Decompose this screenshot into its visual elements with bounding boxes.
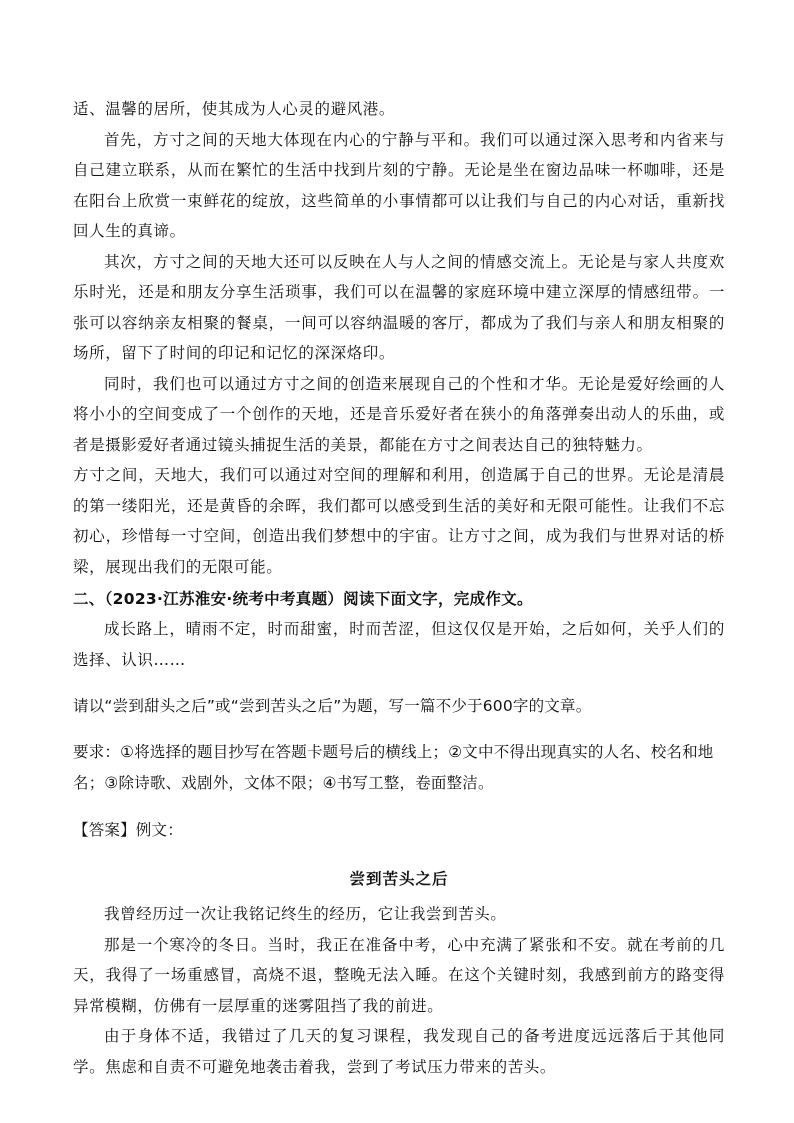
answer-label: 【答案】例文： bbox=[73, 820, 183, 839]
paragraph-conclusion: 方寸之间，天地大，我们可以通过对空间的理解和利用，创造属于自己的世界。无论是清晨的第一缕阳光，还是黄昏的余晖，我们都可以感受到生活的美好和无限可能性。让我们不忘初心，珍惜每一寸空间，创造出我们梦想中的宇宙。让方寸之间，成为我们与世界对话的桥梁，展现出我们的无限可能。 bbox=[73, 466, 725, 576]
essay-paragraph: 我曾经历过一次让我铭记终生的经历，它让我尝到苦头。 bbox=[104, 905, 507, 923]
paragraph-first: 首先，方寸之间的天地大体现在内心的宁静与平和。我们可以通过深入思考和内省来与自己建立联系，从而在繁忙的生活中找到片刻的宁静。无论是坐在窗边品味一杯咖啡，还是在阳台上欣赏一束鲜花的绽放，这些简单的小事情都可以让我们与自己的内心对话，重新找回人生的真谛。 bbox=[73, 130, 725, 240]
question-heading: 二、（2023·江苏淮安·统考中考真题）阅读下面文字，完成作文。 bbox=[73, 590, 533, 608]
paragraph-second: 其次，方寸之间的天地大还可以反映在人与人之间的情感交流上。无论是与家人共度欢乐时光，还是和朋友分享生活琐事，我们可以在温馨的家庭环境中建立深厚的情感纽带。一张可以容纳亲友相聚的餐桌，一间可以容纳温暖的客厅，都成为了我们与亲人和朋友相聚的场所，留下了时间的印记和记忆的深深烙印。 bbox=[73, 252, 725, 362]
prompt-text: 成长路上，晴雨不定，时而甜蜜，时而苦涩，但这仅仅是开始，之后如何，关乎人们的选择、认识…… bbox=[73, 620, 725, 669]
instruction-text: 请以“尝到甜头之后”或“尝到苦头之后”为题，写一篇不少于600字的文章。 bbox=[73, 696, 592, 715]
essay-title: 尝到苦头之后 bbox=[349, 869, 449, 888]
requirements-text: 要求：①将选择的题目抄写在答题卡题号后的横线上；②文中不得出现真实的人名、校名和地名；③除诗歌、戏剧外，文体不限；④书写工整，卷面整洁。 bbox=[73, 743, 714, 792]
document-page bbox=[73, 94, 725, 1082]
essay-paragraph: 由于身体不适，我错过了几天的复习课程，我发现自己的备考进度远远落后于其他同学。焦虑和自责不可避免地袭击着我，尝到了考试压力带来的苦头。 bbox=[73, 1027, 725, 1076]
paragraph-meanwhile: 同时，我们也可以通过方寸之间的创造来展现自己的个性和才华。无论是爱好绘画的人将小小的空间变成了一个创作的天地，还是音乐爱好者在狭小的角落弹奏出动人的乐曲，或者是摄影爱好者通过镜头捕捉生活的美景，都能在方寸之间表达自己的独特魅力。 bbox=[73, 374, 725, 454]
essay-paragraph: 那是一个寒冷的冬日。当时，我正在准备中考，心中充满了紧张和不安。就在考前的几天，我得了一场重感冒，高烧不退，整晚无法入睡。在这个关键时刻，我感到前方的路变得异常模糊，仿佛有一层厚重的迷雾阻挡了我的前进。 bbox=[73, 935, 725, 1015]
paragraph-continued: 适、温馨的居所，使其成为人心灵的避风港。 bbox=[73, 100, 396, 118]
